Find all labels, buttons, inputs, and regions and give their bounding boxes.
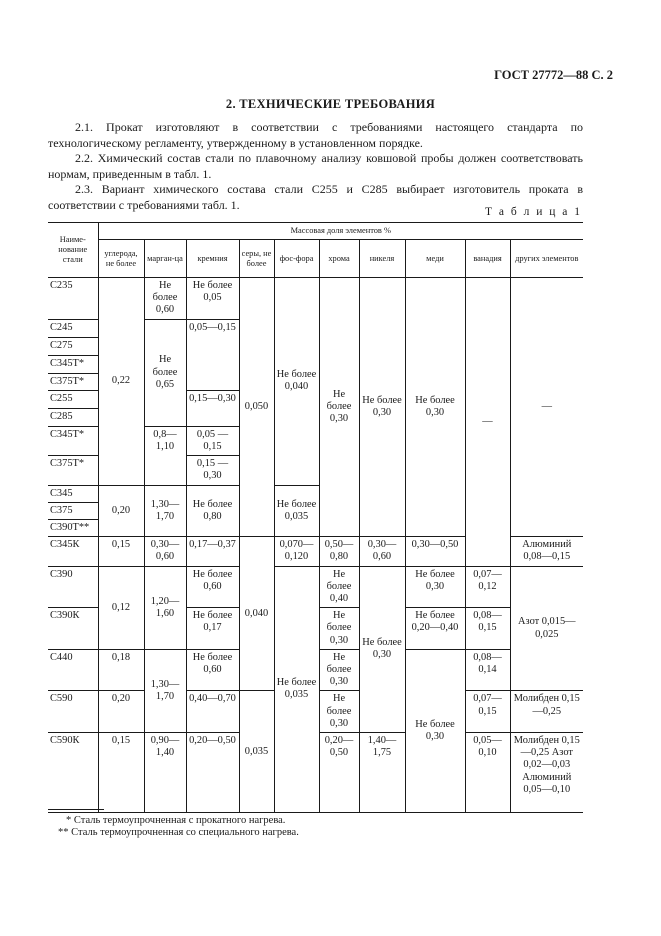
carbon-cell: 0,20 <box>98 691 144 733</box>
silicon-cell: 0,40—0,70 <box>186 691 239 733</box>
grade-cell: С590 <box>48 691 98 733</box>
chromium-cell: Не более 0,30 <box>319 278 359 537</box>
nickel-cell: 1,40—1,75 <box>359 733 405 813</box>
header-vanadium: ванадия <box>465 240 510 278</box>
other-cell: Молибден 0,15—0,25 <box>510 691 583 733</box>
document-header: ГОСТ 27772—88 С. 2 <box>494 68 613 82</box>
sulfur-cell: 0,050 <box>239 278 274 537</box>
nickel-cell: 0,30—0,60 <box>359 537 405 566</box>
paragraph-2-2: 2.2. Химический состав стали по плавочному анализу ковшовой пробы должен соответствовать нормам, приведенным в табл. 1. <box>48 151 583 181</box>
grade-cell: С590К <box>48 733 98 813</box>
manganese-cell: 0,30—0,60 <box>144 537 186 566</box>
vanadium-cell: 0,07—0,15 <box>465 691 510 733</box>
phosphorus-cell: Не более 0,035 <box>274 566 319 812</box>
nickel-cell: Не более 0,30 <box>359 566 405 732</box>
nickel-cell: Не более 0,30 <box>359 278 405 537</box>
grade-cell: С375 <box>48 502 98 519</box>
grade-cell: С285 <box>48 408 98 426</box>
silicon-cell: 0,15—0,30 <box>186 390 239 426</box>
section-title: 2. ТЕХНИЧЕСКИЕ ТРЕБОВАНИЯ <box>225 97 436 111</box>
chromium-cell: 0,50—0,80 <box>319 537 359 566</box>
grade-cell: С275 <box>48 337 98 355</box>
copper-cell: Не более 0,30 <box>405 566 465 608</box>
table-caption: Т а б л и ц а 1 <box>484 206 582 218</box>
carbon-cell: 0,22 <box>98 278 144 486</box>
manganese-cell: 0,8—1,10 <box>144 426 186 485</box>
manganese-cell: 1,20—1,60 <box>144 566 186 649</box>
header-other: других элементов <box>510 240 583 278</box>
header-phosphorus: фос-фора <box>274 240 319 278</box>
phosphorus-cell: 0,070—0,120 <box>274 537 319 566</box>
carbon-cell: 0,15 <box>98 733 144 813</box>
grade-cell: С345К <box>48 537 98 566</box>
header-group: Массовая доля элементов % <box>98 223 583 240</box>
silicon-cell: 0,05 —0,15 <box>186 426 239 455</box>
silicon-cell: Не более 0,05 <box>186 278 239 320</box>
chromium-cell: Не более 0,30 <box>319 649 359 691</box>
phosphorus-cell: Не более 0,040 <box>274 278 319 486</box>
vanadium-cell: 0,05—0,10 <box>465 733 510 813</box>
silicon-cell: 0,15 —0,30 <box>186 456 239 485</box>
carbon-cell: 0,15 <box>98 537 144 566</box>
grade-cell: С345Т* <box>48 355 98 373</box>
chromium-cell: Не более 0,30 <box>319 691 359 733</box>
header-sulfur: серы, не более <box>239 240 274 278</box>
vanadium-cell: 0,08—0,15 <box>465 608 510 650</box>
other-cell: Азот 0,015—0,025 <box>510 566 583 691</box>
other-cell: Молибден 0,15—0,25 Азот 0,02—0,03 Алюминий 0,05—0,10 <box>510 733 583 813</box>
grade-cell: С345Т* <box>48 426 98 455</box>
copper-cell: Не более 0,30 <box>405 649 465 812</box>
chemical-composition-table <box>48 222 583 813</box>
vanadium-cell: 0,08—0,14 <box>465 649 510 691</box>
copper-cell: Не более 0,30 <box>405 278 465 537</box>
footnote-1: * Сталь термоупрочненная с прокатного нагрева. <box>66 815 286 826</box>
other-cell: — <box>510 278 583 537</box>
grade-cell: С390Т** <box>48 520 98 537</box>
grade-cell: С245 <box>48 319 98 337</box>
header-manganese: марган-ца <box>144 240 186 278</box>
silicon-cell: 0,20—0,50 <box>186 733 239 813</box>
header-carbon: углерода, не более <box>98 240 144 278</box>
silicon-cell: Не более 0,80 <box>186 485 239 537</box>
vanadium-cell: 0,07—0,12 <box>465 566 510 608</box>
header-steel-name: Наиме-нование стали <box>48 223 98 278</box>
chromium-cell: 0,20—0,50 <box>319 733 359 813</box>
phosphorus-cell: Не более 0,035 <box>274 485 319 537</box>
silicon-cell: Не более 0,17 <box>186 608 239 650</box>
chromium-cell: Не более 0,40 <box>319 566 359 608</box>
manganese-cell: Не более 0,65 <box>144 319 186 426</box>
footnote-separator <box>48 809 104 810</box>
manganese-cell: 1,30—1,70 <box>144 649 186 732</box>
silicon-cell: 0,17—0,37 <box>186 537 239 566</box>
grade-cell: С440 <box>48 649 98 691</box>
grade-cell: С390К <box>48 608 98 650</box>
grade-cell: С390 <box>48 566 98 608</box>
chromium-cell: Не более 0,30 <box>319 608 359 650</box>
silicon-cell: 0,05—0,15 <box>186 319 239 390</box>
sulfur-cell: 0,040 <box>239 537 274 691</box>
grade-cell: С235 <box>48 278 98 320</box>
grade-cell: С255 <box>48 390 98 408</box>
sulfur-cell: 0,035 <box>239 691 274 813</box>
manganese-cell: Не более 0,60 <box>144 278 186 320</box>
paragraph-2-1: 2.1. Прокат изготовляют в соответствии с требованиями настоящего стандарта по технологическому регламенту, утвержденному в установленном порядке. <box>48 120 583 150</box>
grade-cell: С375Т* <box>48 456 98 485</box>
silicon-cell: Не более 0,60 <box>186 649 239 691</box>
vanadium-cell: — <box>465 278 510 567</box>
header-silicon: кремния <box>186 240 239 278</box>
copper-cell: Не более 0,20—0,40 <box>405 608 465 650</box>
carbon-cell: 0,12 <box>98 566 144 649</box>
manganese-cell: 0,90—1,40 <box>144 733 186 813</box>
paragraph-2-3: 2.3. Вариант химического состава стали С255 и С285 выбирает изготовитель проката в соответствии с требованиями табл. 1. <box>48 182 583 212</box>
carbon-cell: 0,20 <box>98 485 144 537</box>
silicon-cell: Не более 0,60 <box>186 566 239 608</box>
manganese-cell: 1,30—1,70 <box>144 485 186 537</box>
header-copper: меди <box>405 240 465 278</box>
carbon-cell: 0,18 <box>98 649 144 691</box>
header-chromium: хрома <box>319 240 359 278</box>
grade-cell: С375Т* <box>48 373 98 390</box>
copper-cell: 0,30—0,50 <box>405 537 465 566</box>
footnote-2: ** Сталь термоупрочненная со специального нагрева. <box>58 827 299 838</box>
header-nickel: никеля <box>359 240 405 278</box>
other-cell: Алюминий 0,08—0,15 <box>510 537 583 566</box>
grade-cell: С345 <box>48 485 98 502</box>
